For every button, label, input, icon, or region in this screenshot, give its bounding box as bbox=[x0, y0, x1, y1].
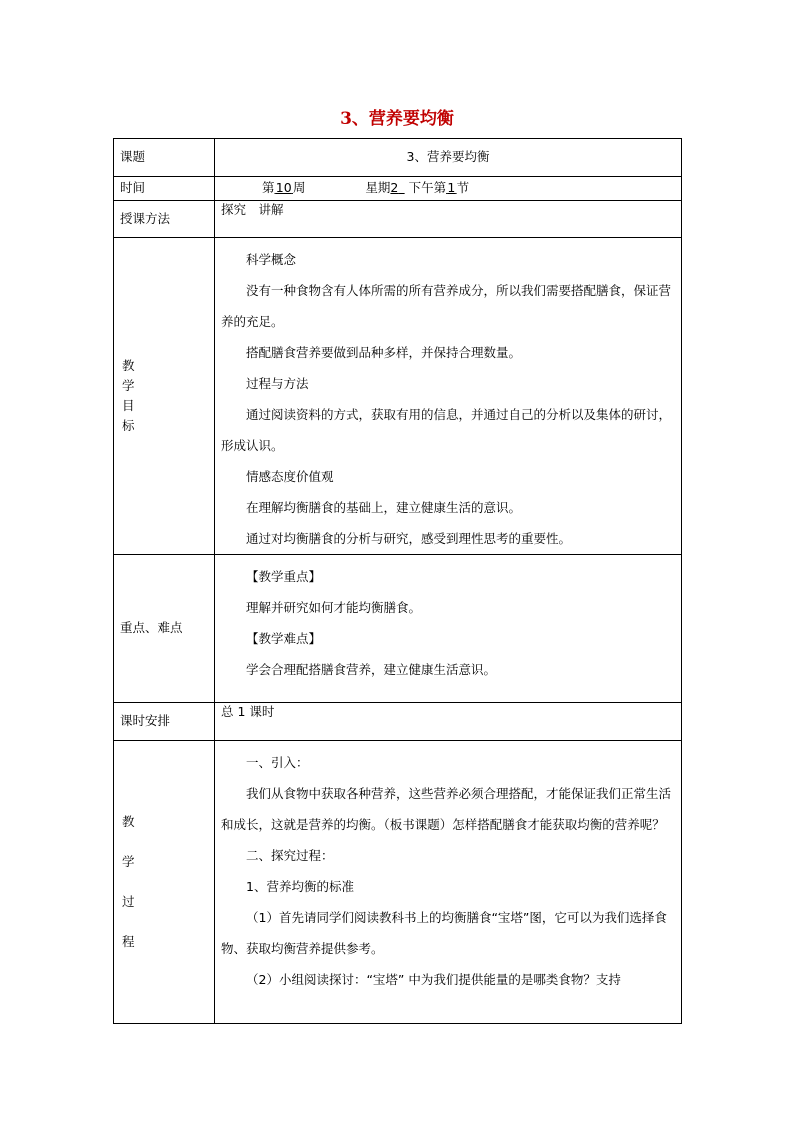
row-key-points bbox=[114, 555, 682, 703]
row-schedule bbox=[114, 703, 682, 741]
schedule-label: 课时安排 bbox=[114, 703, 215, 741]
topic-label: 课题 bbox=[114, 139, 215, 177]
process-text: （1）首先请同学们阅读教科书上的均衡膳食“宝塔”图，它可以为我们选择食物、获取均衡营养提供参考。 bbox=[221, 910, 667, 956]
schedule-value: 总 1 课时 bbox=[215, 703, 682, 741]
goal-heading: 情感态度价值观 bbox=[246, 469, 334, 484]
topic-value: 3、营养要均衡 bbox=[215, 139, 682, 177]
goal-heading: 科学概念 bbox=[246, 252, 297, 267]
weekday-number: 2 bbox=[390, 180, 399, 196]
goal-heading: 过程与方法 bbox=[246, 376, 309, 391]
key-content bbox=[215, 555, 682, 703]
goal-text: 通过对均衡膳食的分析与研究，感受到理性思考的重要性。 bbox=[246, 531, 572, 546]
process-label-char: 过 bbox=[122, 894, 135, 909]
method-value: 探究 讲解 bbox=[215, 201, 682, 238]
key-heading: 【教学重点】 bbox=[246, 569, 322, 584]
week-prefix: 第 bbox=[262, 180, 275, 196]
goal-text: 在理解均衡膳食的基础上，建立健康生活的意识。 bbox=[246, 500, 522, 515]
document-title: 3、营养要均衡 bbox=[340, 109, 454, 129]
time-value bbox=[215, 177, 682, 201]
process-text: 我们从食物中获取各种营养，这些营养必须合理搭配，才能保证我们正常生活和成长，这就是营养的均衡。（板书课题）怎样搭配膳食才能获取均衡的营养呢？ bbox=[221, 786, 672, 832]
goal-text: 通过阅读资料的方式，获取有用的信息，并通过自己的分析以及集体的研讨，形成认识。 bbox=[221, 407, 672, 453]
lesson-plan-table bbox=[113, 138, 682, 1024]
period-suffix: 节 bbox=[456, 180, 470, 196]
process-heading: 1、营养均衡的标准 bbox=[246, 879, 354, 894]
goals-label-char: 教 bbox=[122, 358, 135, 373]
weekday-prefix: 星期 bbox=[365, 180, 391, 196]
process-heading: 二、探究过程： bbox=[246, 848, 334, 863]
row-process bbox=[114, 741, 682, 1024]
process-content bbox=[215, 741, 682, 1024]
key-text: 学会合理配搭膳食营养，建立健康生活意识。 bbox=[246, 662, 497, 677]
goals-content bbox=[215, 238, 682, 555]
key-heading: 【教学难点】 bbox=[246, 631, 322, 646]
process-label-char: 教 bbox=[122, 814, 135, 829]
row-method bbox=[114, 201, 682, 238]
goals-label-char: 标 bbox=[122, 418, 135, 433]
process-label-char: 学 bbox=[122, 854, 135, 869]
goals-label bbox=[114, 238, 215, 555]
process-label-char: 程 bbox=[122, 934, 135, 949]
goal-text: 没有一种食物含有人体所需的所有营养成分，所以我们需要搭配膳食，保证营养的充足。 bbox=[221, 283, 672, 329]
period-number: 1 bbox=[447, 180, 456, 196]
row-goals bbox=[114, 238, 682, 555]
goals-label-char: 目 bbox=[122, 398, 135, 413]
week-suffix: 周 bbox=[292, 180, 306, 196]
method-label: 授课方法 bbox=[114, 201, 215, 238]
time-label: 时间 bbox=[114, 177, 215, 201]
goal-text: 搭配膳食营养要做到品种多样，并保持合理数量。 bbox=[246, 345, 522, 360]
process-text: （2）小组阅读探讨：“宝塔” 中为我们提供能量的是哪类食物？支持 bbox=[246, 972, 621, 987]
row-time bbox=[114, 177, 682, 201]
row-topic bbox=[114, 139, 682, 177]
week-number: 10 bbox=[275, 180, 292, 196]
goals-label-char: 学 bbox=[122, 378, 135, 393]
key-label: 重点、难点 bbox=[114, 555, 215, 703]
process-heading: 一、引入： bbox=[246, 755, 309, 770]
process-label bbox=[114, 741, 215, 1024]
key-text: 理解并研究如何才能均衡膳食。 bbox=[246, 600, 422, 615]
period-prefix: 下午第 bbox=[408, 180, 447, 196]
